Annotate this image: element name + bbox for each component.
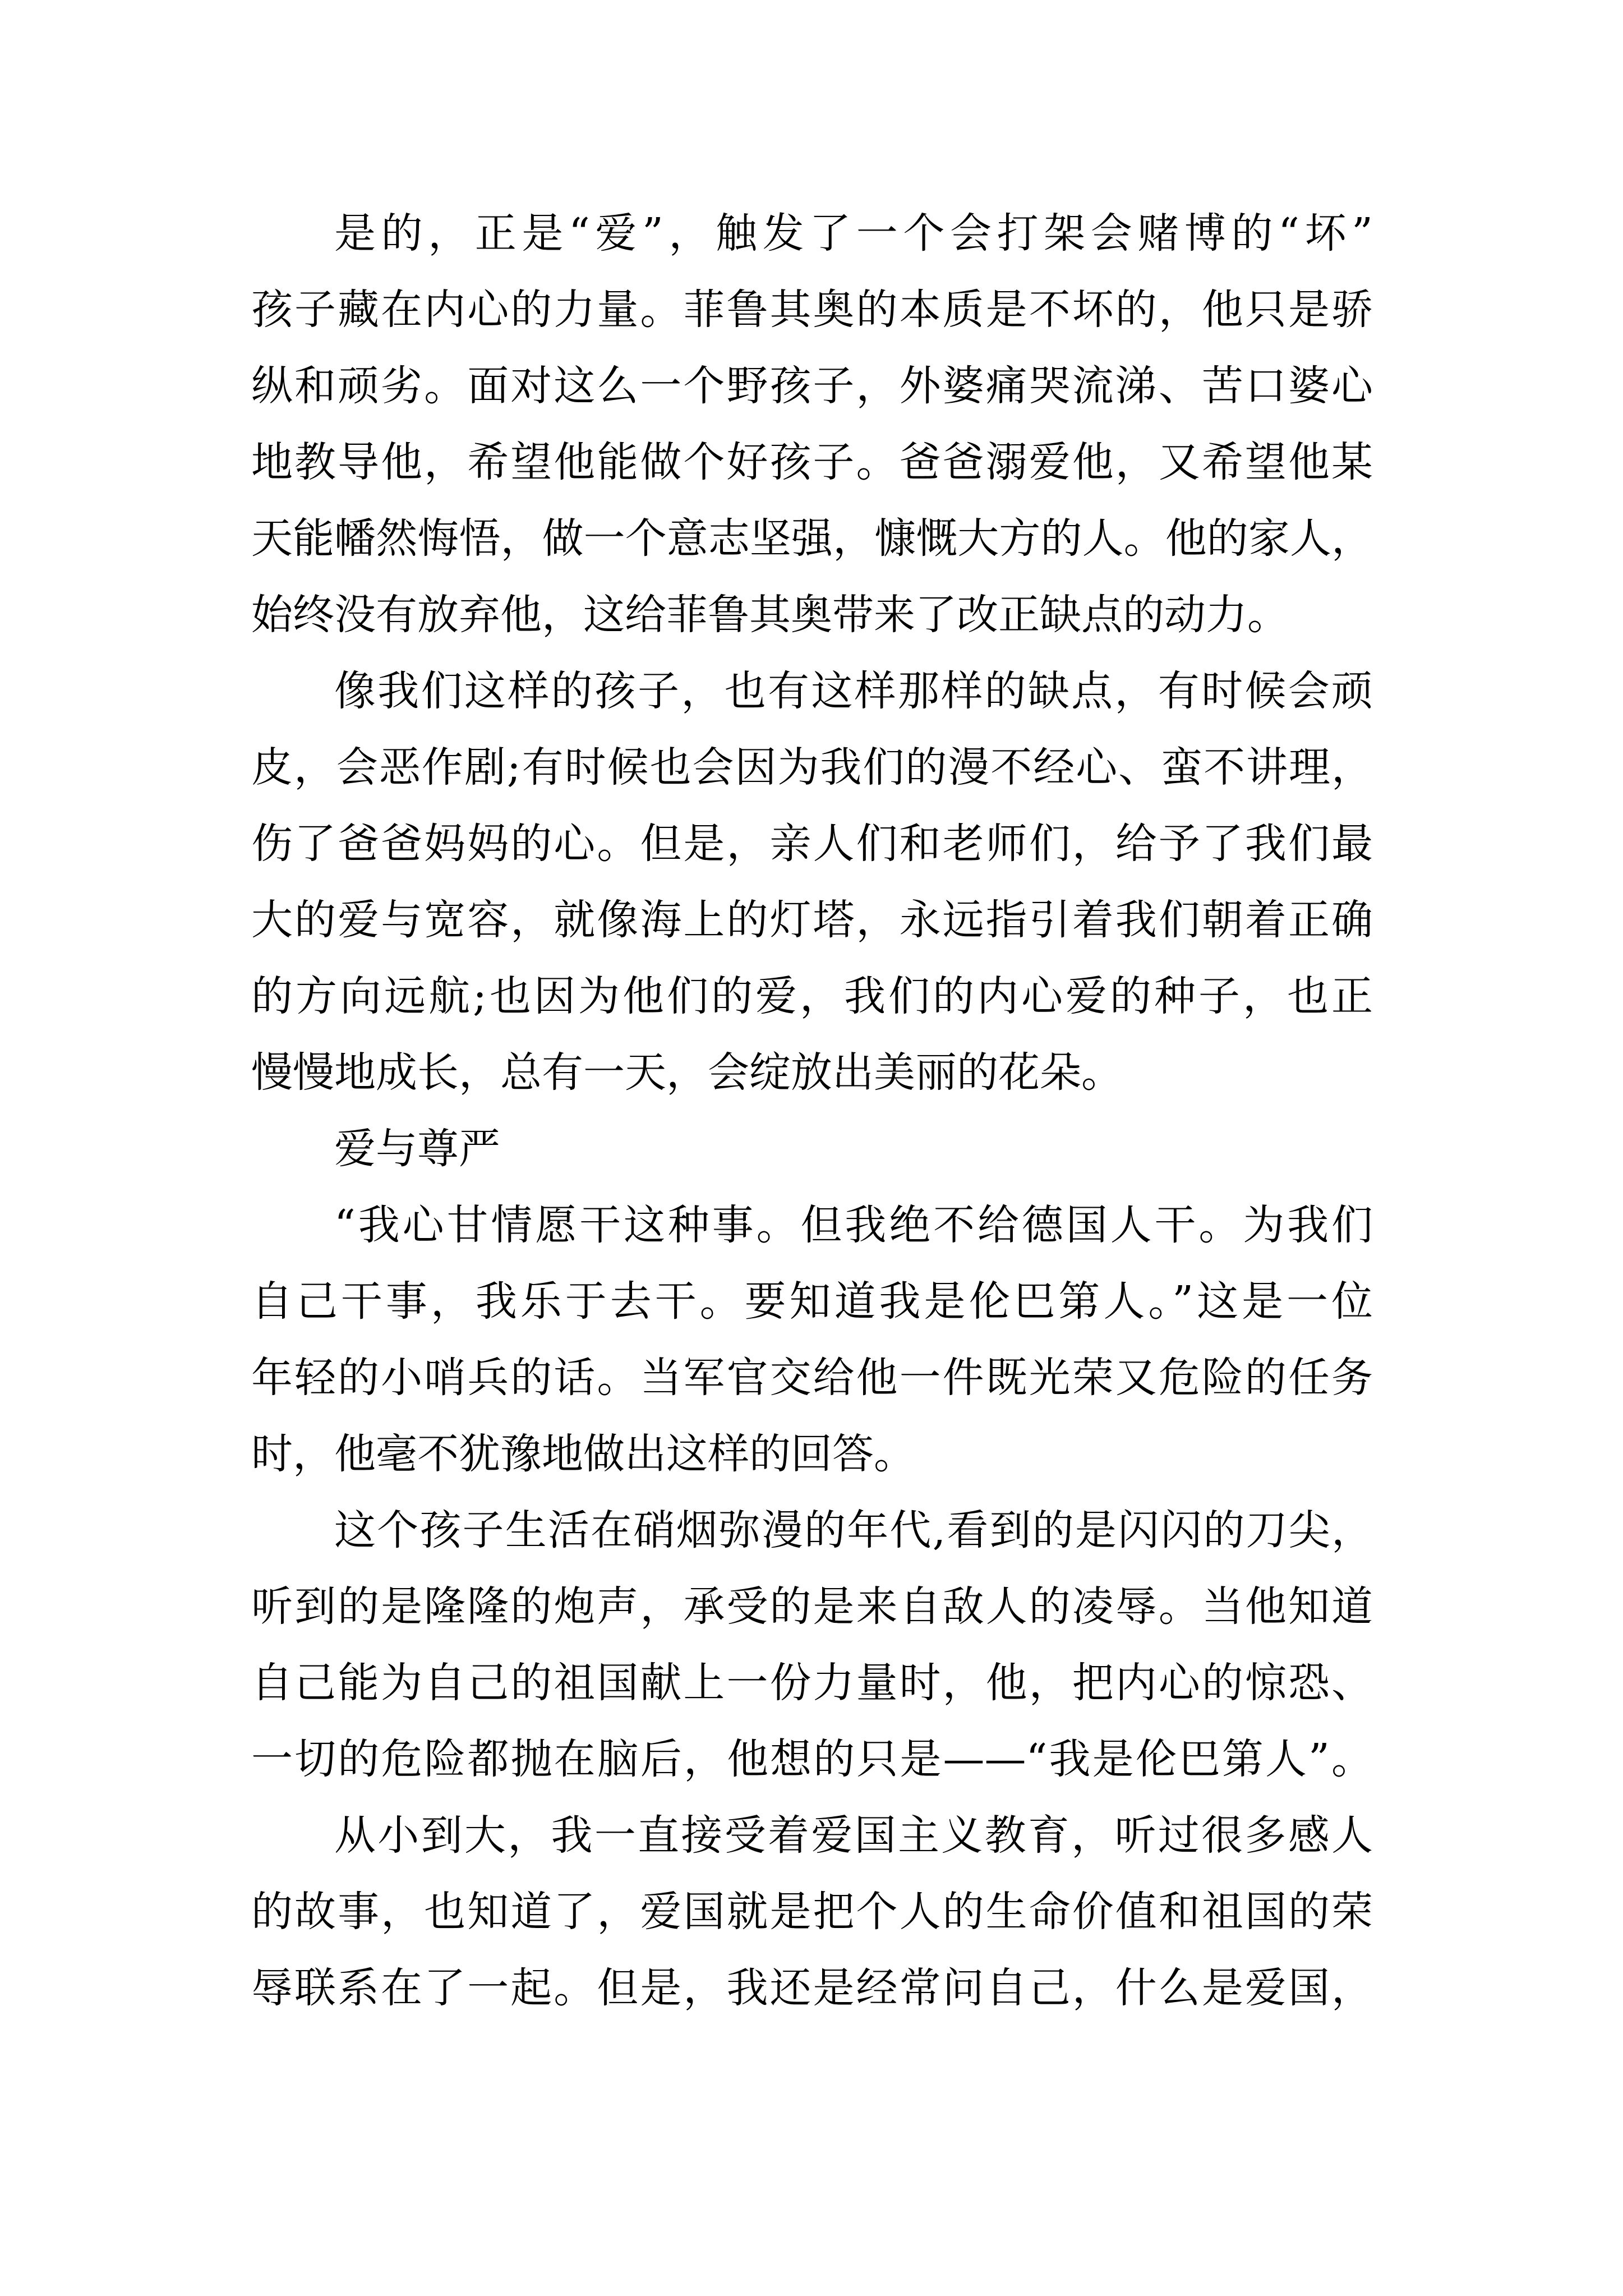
paragraph-line: 一切的危险都抛在脑后，他想的只是——“我是伦巴第人”。	[251, 1735, 1373, 1783]
paragraph-line: 时，他毫不犹豫地做出这样的回答。	[251, 1430, 915, 1478]
paragraph-line: 听到的是隆隆的炮声，承受的是来自敌人的凌辱。当他知道	[251, 1582, 1373, 1631]
paragraph-line: 是的，正是“爱”，触发了一个会打架会赌博的“坏”	[334, 209, 1373, 257]
section-heading: 爱与尊严	[334, 1125, 500, 1173]
paragraph-line: 自己干事，我乐于去干。要知道我是伦巴第人。”这是一位	[251, 1277, 1373, 1326]
paragraph-line: 皮，会恶作剧;有时候也会因为我们的漫不经心、蛮不讲理，	[251, 743, 1373, 792]
paragraph-line: 地教导他，希望他能做个好孩子。爸爸溺爱他，又希望他某	[251, 438, 1373, 486]
paragraph-line: 从小到大，我一直接受着爱国主义教育，听过很多感人	[334, 1811, 1373, 1860]
document-body	[251, 195, 1373, 2026]
paragraph-line: 这个孩子生活在硝烟弥漫的年代,看到的是闪闪的刀尖，	[334, 1506, 1373, 1554]
paragraph-line: 像我们这样的孩子，也有这样那样的缺点，有时候会顽	[334, 667, 1373, 715]
paragraph-line: 自己能为自己的祖国献上一份力量时，他，把内心的惊恐、	[251, 1659, 1373, 1707]
paragraph-line: 大的爱与宽容，就像海上的灯塔，永远指引着我们朝着正确	[251, 896, 1373, 944]
paragraph-line: 辱联系在了一起。但是，我还是经常问自己，什么是爱国，	[251, 1964, 1373, 2012]
paragraph-line: 孩子藏在内心的力量。菲鲁其奥的本质是不坏的，他只是骄	[251, 286, 1373, 334]
paragraph-line: 的方向远航;也因为他们的爱，我们的内心爱的种子，也正	[251, 972, 1373, 1020]
paragraph-line: 的故事，也知道了，爱国就是把个人的生命价值和祖国的荣	[251, 1888, 1373, 1936]
paragraph-line: 纵和顽劣。面对这么一个野孩子，外婆痛哭流涕、苦口婆心	[251, 362, 1373, 410]
paragraph-line: “我心甘情愿干这种事。但我绝不给德国人干。为我们	[334, 1201, 1373, 1249]
paragraph-line: 天能幡然悔悟，做一个意志坚强，慷慨大方的人。他的家人，	[251, 514, 1373, 563]
paragraph-line: 伤了爸爸妈妈的心。但是，亲人们和老师们，给予了我们最	[251, 820, 1373, 868]
paragraph-line: 慢慢地成长，总有一天，会绽放出美丽的花朵。	[251, 1048, 1123, 1097]
paragraph-line: 年轻的小哨兵的话。当军官交给他一件既光荣又危险的任务	[251, 1354, 1373, 1402]
paragraph-line: 始终没有放弃他，这给菲鲁其奥带来了改正缺点的动力。	[251, 591, 1289, 639]
